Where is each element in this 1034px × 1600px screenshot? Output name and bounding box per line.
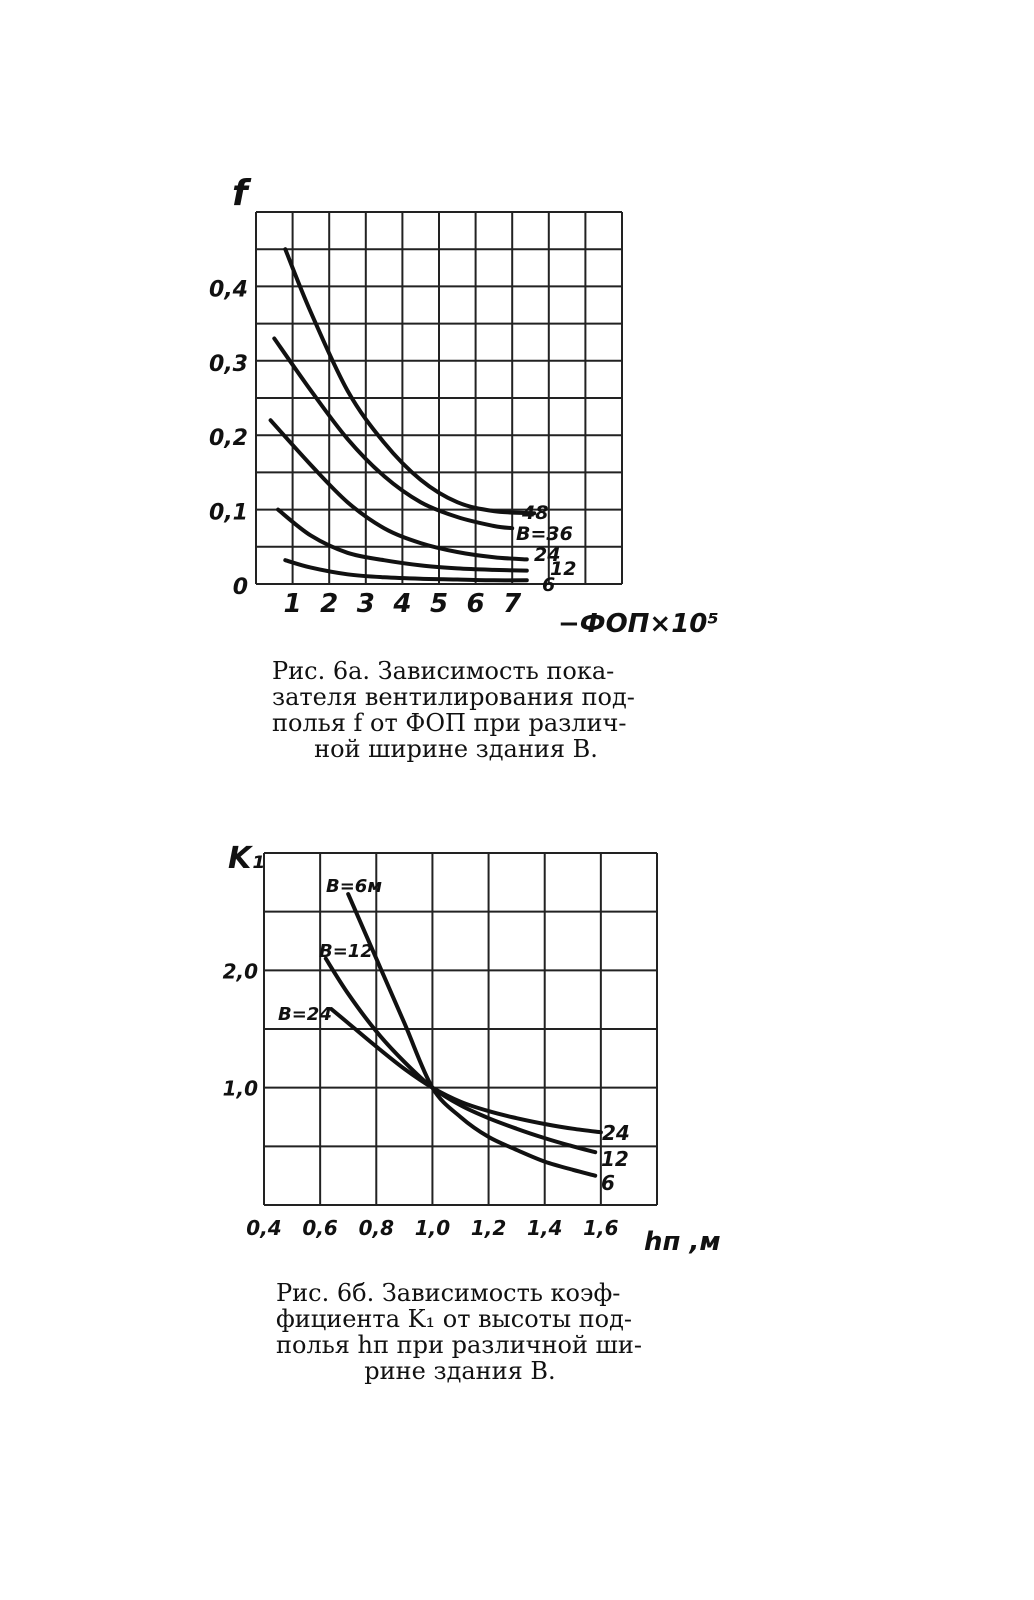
series-label: 6 [542, 574, 556, 596]
x-tick-label: 5 [429, 589, 449, 619]
x-tick-label: 1,4 [526, 1216, 563, 1240]
caption-6a [272, 658, 640, 762]
chart-6b-curves [326, 894, 601, 1176]
x-tick-label: 3 [356, 589, 375, 619]
chart-6a-x-axis-label: −ФОП×10⁵ [558, 609, 719, 639]
series-end-label: 6 [601, 1171, 615, 1195]
caption-6b [276, 1280, 644, 1384]
x-tick-label: 1,2 [470, 1216, 507, 1240]
caption-6b-line: полья hп при различной ши- [276, 1331, 642, 1359]
curve-b-12 [326, 959, 595, 1153]
caption-6a-line: зателя вентилирования под- [272, 683, 635, 711]
series-end-label: 12 [601, 1147, 629, 1171]
series-label: 48 [522, 502, 549, 524]
x-tick-label: 4 [393, 589, 412, 619]
y-tick-label: 0,2 [209, 426, 248, 452]
caption-6a-line: Рис. 6а. Зависимость пока- [272, 657, 615, 685]
x-tick-label: 0,4 [246, 1216, 282, 1240]
chart-6b-x-axis-label: hп ,м [644, 1227, 721, 1257]
chart-6b [223, 841, 721, 1257]
series-label: B=12 [319, 941, 373, 962]
y-tick-label: 1,0 [222, 1076, 258, 1101]
series-label: B=6м [326, 876, 383, 897]
x-tick-label: 7 [503, 589, 522, 619]
series-label: B=36 [516, 523, 573, 545]
chart-6a-y-axis-label: f [232, 173, 248, 214]
caption-6a-line: ной ширине здания В. [314, 735, 598, 763]
x-tick-label: 0,8 [358, 1216, 395, 1240]
y-tick-label: 0 [232, 575, 248, 600]
x-tick-label: 0,6 [302, 1216, 338, 1240]
x-tick-label: 1,6 [583, 1216, 619, 1240]
curve-b-6 [348, 894, 595, 1176]
y-tick-label: 0,4 [209, 277, 248, 303]
series-end-label: 24 [602, 1121, 630, 1145]
y-tick-label: 2,0 [222, 959, 258, 984]
chart-6a-labels [209, 277, 576, 619]
x-tick-label: 1 [283, 589, 302, 619]
x-tick-label: 2 [320, 589, 339, 619]
chart-6b-grid [264, 853, 657, 1205]
caption-6b-line: фициента K₁ от высоты под- [276, 1305, 633, 1333]
chart-6a [209, 173, 719, 639]
chart-6b-labels [223, 876, 630, 1240]
series-label: 24 [534, 544, 561, 566]
caption-6b-line: рине здания В. [364, 1357, 556, 1385]
series-label: B=24 [278, 1004, 332, 1025]
caption-6a-line: полья f от ФОП при различ- [272, 709, 627, 737]
y-tick-label: 0,3 [209, 351, 248, 377]
series-label: 12 [550, 558, 577, 580]
chart-6b-y-axis-label: K₁ [228, 841, 265, 876]
curve-b-48 [285, 249, 534, 513]
caption-6b-line: Рис. 6б. Зависимость коэф- [276, 1279, 621, 1307]
y-tick-label: 0,1 [209, 500, 248, 526]
x-tick-label: 1,0 [414, 1216, 451, 1240]
x-tick-label: 6 [466, 589, 485, 619]
